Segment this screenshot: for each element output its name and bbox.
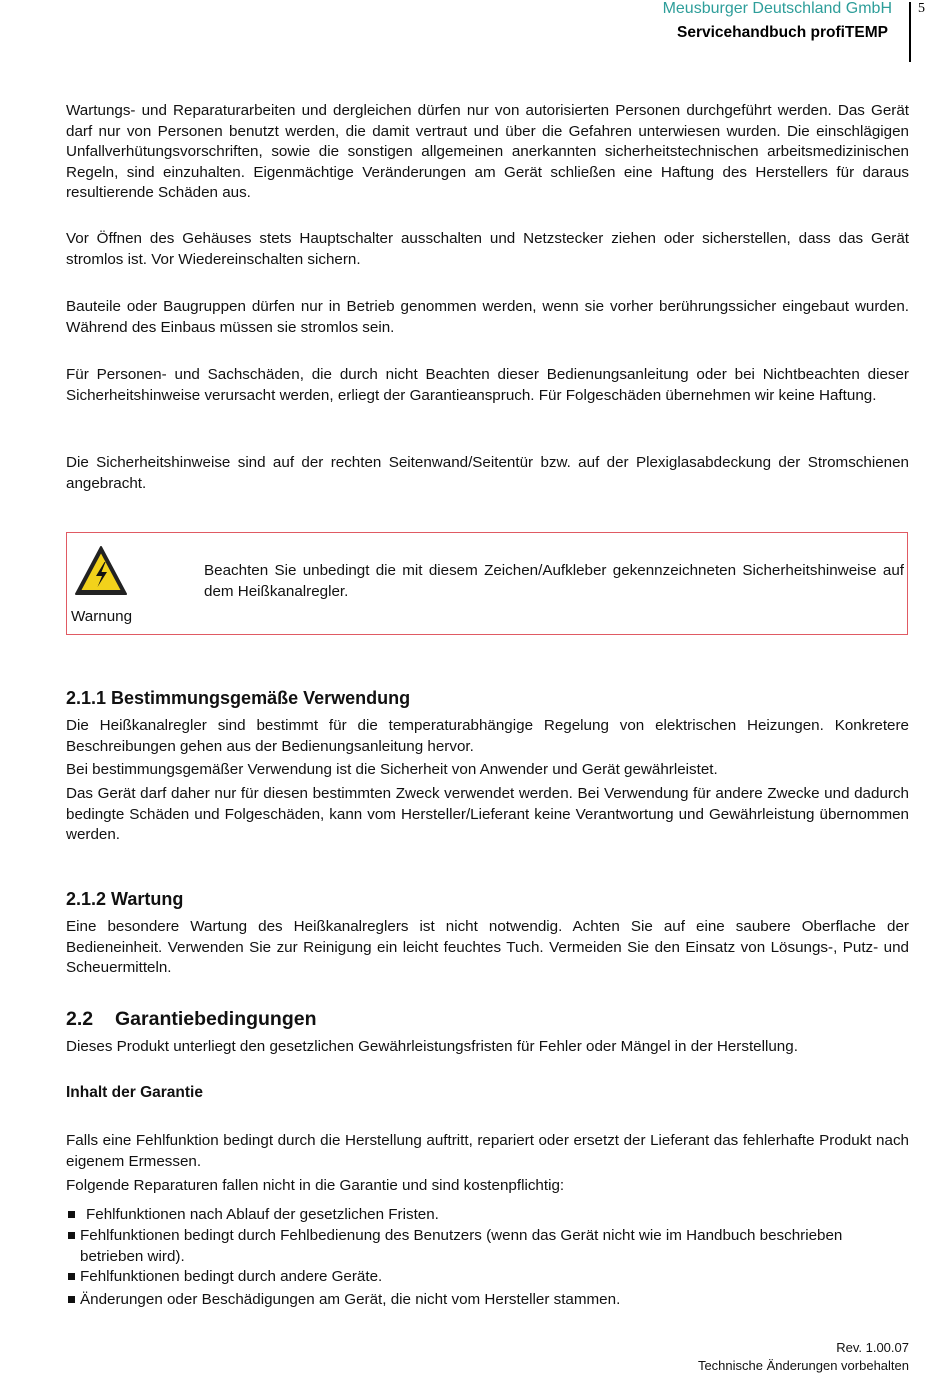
paragraph-safety-notes-location: Die Sicherheitshinweise sind auf der rechten Seitenwand/Seitentür bzw. auf der Plexiglasabdeckung der Stromschienen angebracht.: [66, 454, 909, 492]
paragraph-liability: Für Personen- und Sachschäden, die durch nicht Beachten dieser Bedienungsanleitung oder bei Nichtbeachten dieser Sicherheitshinweise verursacht werden, erliegt der Garantieanspruch. Für Folgeschäden übernehmen wir keine Haftung.: [66, 366, 909, 404]
list-item: [66, 1205, 909, 1226]
warning-label: Warnung: [71, 608, 133, 625]
footer-revision: Rev. 1.00.07: [836, 1340, 909, 1355]
bullet-square-icon: [68, 1296, 75, 1303]
list-item-text: Änderungen oder Beschädigungen am Gerät, die nicht vom Hersteller stammen.: [80, 1291, 621, 1308]
bullet-square-icon: [68, 1273, 75, 1280]
paragraph-safety-maintenance: Wartungs- und Reparaturarbeiten und dergleichen dürfen nur von autorisierten Personen durchgeführt werden. Das Gerät darf nur von Personen benutzt werden, die damit vertraut und über die Gefahren unterwiesen wurden. Die einschlägigen Unfallverhütungsvorschriften, sowie die sonstigen allgemeinen anerkannten sicherheitstechnischen arbeitsmedizinischen Regeln, sind einzuhalten. Eigenmächtige Veränderungen am Gerät schließen eine Haftung des Herstellers für daraus resultierende Schäden aus.: [66, 102, 909, 201]
list-item-text: Fehlfunktionen bedingt durch andere Geräte.: [80, 1268, 383, 1285]
heading-warranty: [66, 1008, 317, 1031]
list-item: [66, 1290, 909, 1311]
footer-note: Technische Änderungen vorbehalten: [697, 1358, 909, 1373]
bullet-square-icon: [68, 1211, 75, 1218]
paragraph-intended-use-3: Das Gerät darf daher nur für diesen bestimmten Zweck verwendet werden. Bei Verwendung für andere Zwecke und dadurch bedingte Schäden und Folgeschäden, kann vom Hersteller/Lieferant keine Verantwortung und Gewährleistung übernommen werden.: [66, 785, 909, 843]
header-company: Meusburger Deutschland GmbH: [662, 0, 892, 17]
paragraph-warranty-exclusions: Folgende Reparaturen fallen nicht in die Garantie und sind kostenpflichtig:: [66, 1177, 565, 1194]
warning-box: [66, 532, 908, 635]
heading-intended-use: 2.1.1 Bestimmungsgemäße Verwendung: [66, 688, 411, 708]
paragraph-warranty-repair: Falls eine Fehlfunktion bedingt durch die Herstellung auftritt, repariert oder ersetzt der Lieferant das fehlerhafte Produkt nach eigenem Ermessen.: [66, 1132, 909, 1170]
bullet-square-icon: [68, 1232, 75, 1239]
list-item: [66, 1226, 909, 1267]
warning-text: Beachten Sie unbedingt die mit diesem Zeichen/Aufkleber gekennzeichneten Sicherheitshinweise auf dem Heißkanalregler.: [204, 562, 904, 600]
subheading-warranty-content: Inhalt der Garantie: [66, 1084, 203, 1101]
list-item-text: Fehlfunktionen nach Ablauf der gesetzlichen Fristen.: [86, 1206, 439, 1223]
heading-warranty-title: Garantiebedingungen: [115, 1008, 317, 1030]
list-item: [66, 1267, 909, 1288]
high-voltage-warning-icon: [75, 545, 127, 597]
paragraph-components: Bauteile oder Baugruppen dürfen nur in Betrieb genommen werden, wenn sie vorher berührungssicher eingebaut wurden. Während des Einbaus müssen sie stromlos sein.: [66, 298, 909, 336]
paragraph-intended-use-1: Die Heißkanalregler sind bestimmt für die temperaturabhängige Regelung von elektrischen Heizungen. Konkretere Beschreibungen gehen aus der Bedienungsanleitung hervor.: [66, 717, 909, 755]
paragraph-maintenance: Eine besondere Wartung des Heißkanalreglers ist nicht notwendig. Achten Sie auf eine saubere Oberflache der Bedieneinheit. Verwenden Sie zur Reinigung ein leicht feuchtes Tuch. Vermeiden Sie den Einsatz von Lösungs-, Putz- und Scheuermitteln.: [66, 918, 909, 976]
list-item-text: Fehlfunktionen bedingt durch Fehlbedienung des Benutzers (wenn das Gerät nicht wie im Handbuch beschrieben betrieben wird).: [80, 1227, 843, 1265]
header-doc-title: Servicehandbuch profiTEMP: [676, 24, 888, 41]
paragraph-intended-use-2: Bei bestimmungsgemäßer Verwendung ist die Sicherheit von Anwender und Gerät gewährleistet.: [66, 761, 718, 778]
heading-maintenance: 2.1.2 Wartung: [66, 889, 184, 909]
paragraph-housing-open: Vor Öffnen des Gehäuses stets Hauptschalter ausschalten und Netzstecker ziehen oder sicherstellen, dass das Gerät stromlos ist. Vor Wiedereinschalten sichern.: [66, 230, 909, 268]
page-number: 5: [918, 1, 925, 16]
heading-warranty-number: 2.2: [66, 1008, 94, 1030]
paragraph-warranty-intro: Dieses Produkt unterliegt den gesetzlichen Gewährleistungsfristen für Fehler oder Mängel in der Herstellung.: [66, 1038, 798, 1055]
header-divider: [909, 2, 911, 62]
